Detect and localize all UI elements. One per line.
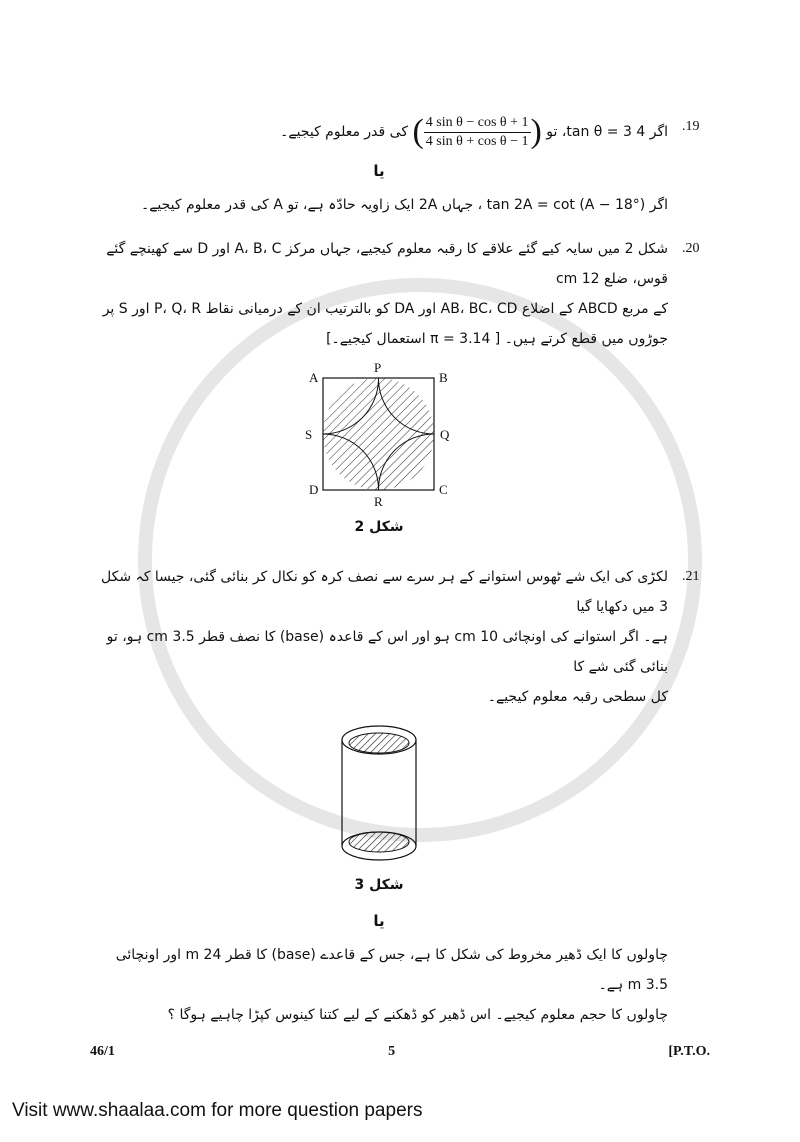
q21-line: کل سطحی رقبہ معلوم کیجیے۔ bbox=[487, 689, 668, 705]
q21-line: ہے۔ اگر استوانے کی اونچائی 10 cm ہو اور اس کے قاعدہ (base) کا نصف قطر 3.5 cm ہو، تو بنائی گئی شے کا bbox=[106, 629, 668, 675]
shaalaa-banner-link[interactable]: Visit www.shaalaa.com for more question papers bbox=[12, 1100, 423, 1121]
question-19 bbox=[90, 112, 710, 220]
question-number: .20 bbox=[682, 241, 700, 256]
page-footer bbox=[90, 1044, 710, 1060]
vertex-label-d: D bbox=[309, 482, 319, 497]
q19-prefix: اگر 4 tan θ = 3، تو bbox=[546, 124, 668, 140]
or-divider: یا bbox=[373, 162, 385, 180]
page-number: 5 bbox=[388, 1044, 396, 1059]
q19-suffix: کی قدر معلوم کیجیے۔ bbox=[280, 124, 409, 140]
question-20 bbox=[90, 234, 710, 548]
question-number: .21 bbox=[682, 569, 700, 584]
q20-line: جوڑوں میں قطع کرتے ہیں۔ [ π = 3.14 استعمال کیجیے۔] bbox=[326, 331, 668, 347]
figure-3-diagram bbox=[334, 718, 424, 868]
figure-3-caption: شکل 3 bbox=[354, 877, 404, 893]
figure-2-caption: شکل 2 bbox=[354, 519, 404, 535]
vertex-label-b: B bbox=[439, 370, 448, 385]
vertex-label-a: A bbox=[309, 370, 319, 385]
q21-alt-line: چاولوں کا ایک ڈھیر مخروط کی شکل کا ہے، جس کے قاعدے (base) کا قطر 24 m اور اونچائی 3.5 m ہے۔ bbox=[115, 947, 668, 993]
q21-alt-line: چاولوں کا حجم معلوم کیجیے۔ اس ڈھیر کو ڈھکنے کے لیے کتنا کینوس کپڑا چاہیے ہوگا ؟ bbox=[167, 1007, 668, 1023]
point-label-r: R bbox=[374, 494, 383, 509]
q20-line: کے مربع ABCD کے اضلاع AB، BC، CD اور DA کو بالترتیب ان کے درمیانی نقاط P، Q، R اور S پر bbox=[102, 301, 668, 317]
numerator: 4 sin θ − cos θ + 1 bbox=[424, 114, 531, 133]
q19-statement: اگر 4 tan θ = 3، تو ( $\frac{\text{4 sin θ − cos θ + 1}}{\text{4 sin θ + cos θ − 1}}$ ) کی قدر معلوم کیجیے۔ bbox=[280, 113, 668, 150]
paper-code: 46/1 bbox=[90, 1044, 115, 1059]
figure-2-diagram bbox=[294, 360, 464, 510]
point-label-q: Q bbox=[440, 427, 450, 442]
question-number: .19 bbox=[682, 119, 700, 134]
q21-line: لکڑی کی ایک شے ٹھوس استوانے کے ہر سرے سے نصف کرہ کو نکال کر بنائی گئی، جیسا کہ شکل 3 میں دکھایا گیا bbox=[100, 569, 668, 615]
pto-label: [P.T.O. bbox=[668, 1044, 710, 1059]
q19-fraction bbox=[424, 114, 531, 151]
point-label-p: P bbox=[374, 360, 382, 375]
or-divider: یا bbox=[373, 912, 385, 930]
q20-line: شکل 2 میں سایہ کیے گئے علاقے کا رقبہ معلوم کیجیے، جہاں مرکز A، B، C اور D سے کھینچے گئے قوس، ضلع 12 cm bbox=[106, 241, 668, 287]
point-label-s: S bbox=[305, 427, 313, 442]
vertex-label-c: C bbox=[439, 482, 448, 497]
q19-alternative: اگر tan 2A = cot (A − 18°) ، جہاں 2A ایک زاویہ حادّہ ہے، تو A کی قدر معلوم کیجیے۔ bbox=[141, 197, 668, 213]
question-21 bbox=[90, 562, 710, 1030]
denominator: 4 sin θ + cos θ − 1 bbox=[425, 133, 529, 149]
